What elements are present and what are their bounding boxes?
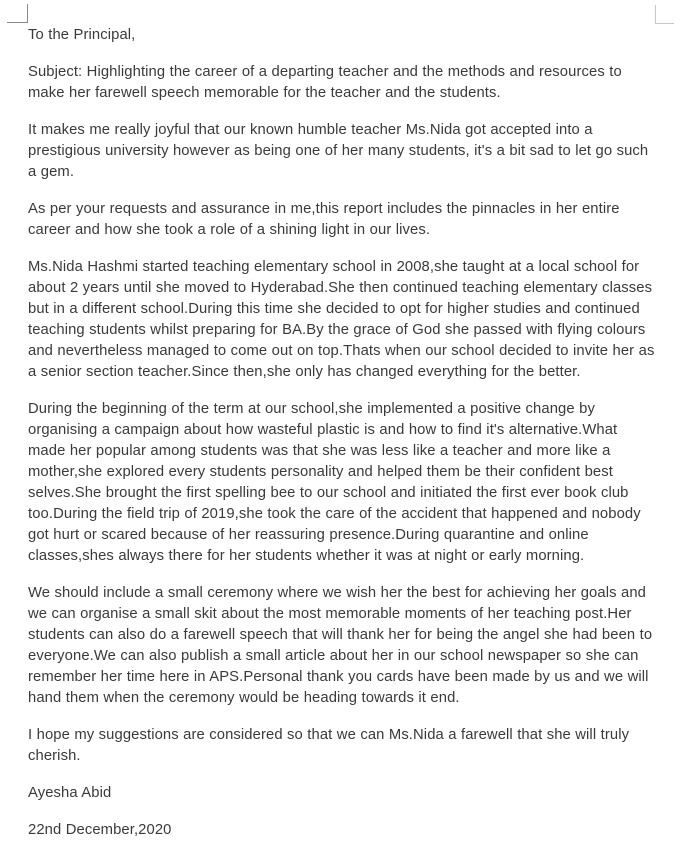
para-term-contributions: During the beginning of the term at our school,she implemented a positive change by organising a campaign about how wasteful plastic is and how to find it's alternative.What made her popular among students was that she was less like a teacher and more like a mother,she explored every students personality and helped them be their confident best selves.She brought the first spelling bee to our school and initiated the first ever book club too.During the field trip of 2019,she took the care of the accident that happened and nobody got hurt or scared because of her reassuring presence.During quarantine and online classes,shes always there for her students whether it was at night or early morning. [28, 401, 641, 564]
salutation: To the Principal, [28, 27, 136, 43]
page-margin-corner-right [655, 5, 674, 24]
signature-name: Ayesha Abid [28, 785, 112, 801]
para-closing: I hope my suggestions are considered so that we can Ms.Nida a farewell that she will truly cherish. [28, 727, 630, 764]
subject-line: Subject: Highlighting the career of a departing teacher and the methods and resources to make her farewell speech memorable for the teacher and the students. [28, 64, 622, 101]
para-intro: It makes me really joyful that our known humble teacher Ms.Nida got accepted into a prestigious university however as being one of her many students, it's a bit sad to let go such a gem. [28, 122, 649, 180]
para-report-purpose: As per your requests and assurance in me,this report includes the pinnacles in her entire career and how she took a role of a shining light in our lives. [28, 201, 620, 238]
letter-body [28, 25, 658, 857]
para-farewell-suggestions: We should include a small ceremony where we wish her the best for achieving her goals and we can organise a small skit about the most memorable moments of her teaching post.Her students can also do a farewell speech that will thank her for being the angel she had been to everyone.We can also publish a small article about her in our school newspaper so she can remember her time here in APS.Personal thank you cards have been made by us and we will hand them when the ceremony would be heading towards it end. [28, 585, 653, 706]
page-margin-corner-left [7, 4, 28, 23]
signature-date: 22nd December,2020 [28, 822, 172, 838]
para-career-history: Ms.Nida Hashmi started teaching elementary school in 2008,she taught at a local school for about 2 years until she moved to Hyderabad.She then continued teaching elementary classes but in a different school.During this time she decided to opt for higher studies and continued teaching students whilst preparing for BA.By the grace of God she passed with flying colours and nevertheless managed to come out on top.Thats when our school decided to invite her as a senior section teacher.Since then,she only has changed everything for the better. [28, 259, 655, 380]
